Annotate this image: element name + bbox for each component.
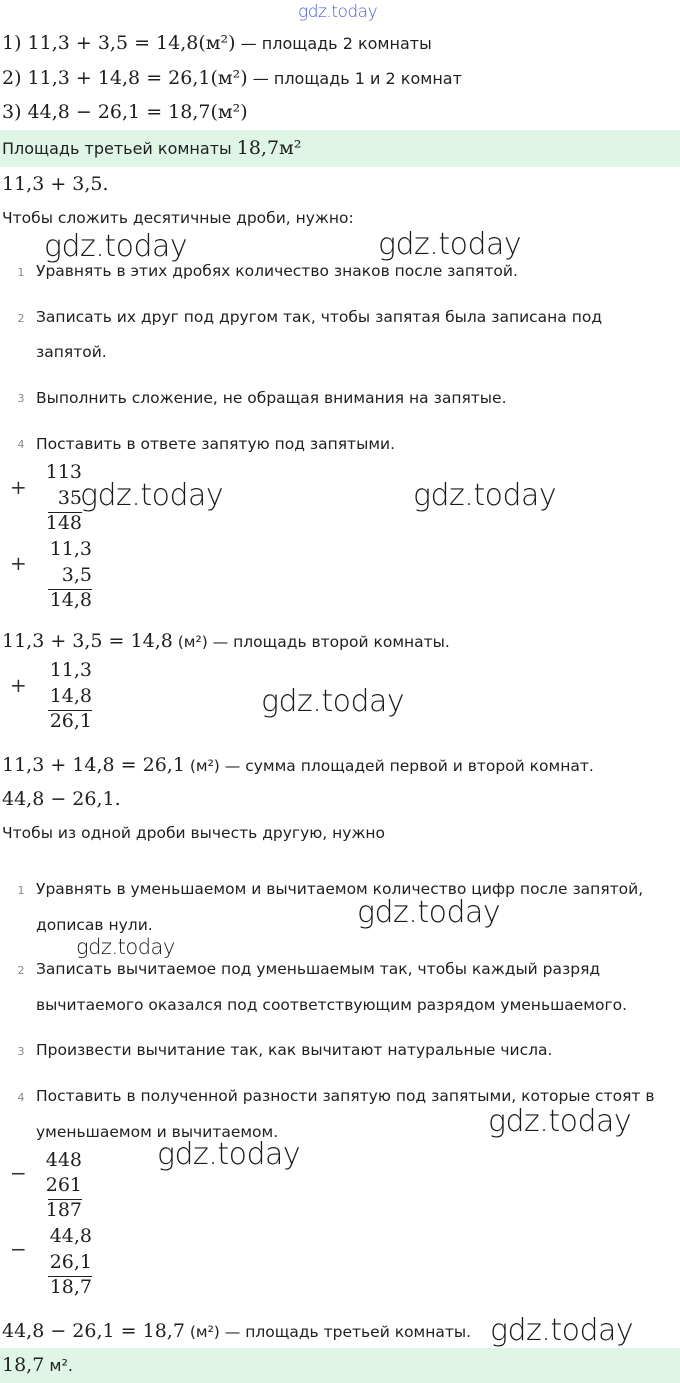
- subtraction-result-expr: 44,8 − 26,1 = 18,7: [2, 1320, 185, 1342]
- solution-line-3: [2, 101, 248, 123]
- solution-line-2: [2, 67, 462, 89]
- column-result: 26,1: [49, 710, 92, 732]
- watermark-4: gdz.today: [413, 478, 557, 513]
- addition-step-4-text: Поставить в ответе запятую под запятыми.: [36, 435, 396, 453]
- final-answer-unit: м².: [44, 1356, 73, 1375]
- solution-line-1-text: — площадь 2 комнаты: [235, 34, 432, 53]
- addition-step-3-number: 3: [17, 392, 25, 405]
- subtraction-step-3-text: Произвести вычитание так, как вычитают натуральные числа.: [36, 1041, 553, 1059]
- final-answer-value: 18,7: [2, 1354, 45, 1376]
- addition-result-1-text: (м²) — площадь второй комнаты.: [172, 633, 450, 651]
- addition-step-1-number: 1: [17, 266, 25, 279]
- solution-line-1-expr: 1) 11,3 + 3,5 = 14,8(м²): [2, 32, 236, 54]
- subtraction-step-2-text-b: вычитаемого оказался под соответствующим разрядом уменьшаемого.: [36, 996, 628, 1014]
- subtraction-expression: 44,8 − 26,1.: [2, 788, 121, 810]
- addition-step-1-text: Уравнять в этих дробях количество знаков после запятой.: [36, 262, 518, 280]
- addition-step-2-text-b: запятой.: [36, 343, 107, 361]
- column-result: 148: [45, 512, 82, 534]
- final-answer: [2, 1354, 73, 1376]
- watermark-9: gdz.today: [157, 1137, 301, 1172]
- subtraction-step-3-number: 3: [17, 1045, 25, 1058]
- column-result: 187: [45, 1199, 82, 1221]
- watermark-10: gdz.today: [490, 1313, 634, 1348]
- subtraction-result: [2, 1320, 471, 1342]
- subtraction-step-2-number: 2: [17, 964, 25, 977]
- addition-step-3-text: Выполнить сложение, не обращая внимания на запятые.: [36, 389, 507, 407]
- addition-result-2-text: (м²) — сумма площадей первой и второй комнат.: [184, 757, 594, 775]
- subtraction-step-4-number: 4: [17, 1091, 25, 1104]
- addition-step-4-number: 4: [17, 438, 25, 451]
- addition-expression: 11,3 + 3,5.: [2, 173, 109, 195]
- solution-line-2-expr: 2) 11,3 + 14,8 = 26,1(м²): [2, 67, 248, 89]
- plus-sign: +: [10, 475, 27, 499]
- addition-result-2-expr: 11,3 + 14,8 = 26,1: [2, 754, 185, 776]
- watermark-2: gdz.today: [378, 227, 522, 262]
- watermark-1: gdz.today: [44, 229, 188, 264]
- watermark-6: gdz.today: [357, 895, 501, 930]
- addition-step-2-number: 2: [17, 312, 25, 325]
- column-operand-a: 113: [45, 461, 82, 483]
- addition-step-2-text-a: Записать их друг под другом так, чтобы запятая была записана под: [36, 308, 603, 326]
- addition-result-2: [2, 754, 594, 776]
- plus-sign: +: [10, 551, 27, 575]
- solution-line-3-expr: 3) 44,8 − 26,1 = 18,7(м²): [2, 101, 248, 123]
- addition-intro: Чтобы сложить десятичные дроби, нужно:: [2, 209, 354, 227]
- column-operand-a: 44,8: [49, 1225, 92, 1247]
- solution-line-2-text: — площадь 1 и 2 комнат: [247, 69, 462, 88]
- addition-result-1-expr: 11,3 + 3,5 = 14,8: [2, 630, 173, 652]
- column-operand-b: 261: [45, 1174, 82, 1196]
- column-operand-a: 448: [45, 1149, 82, 1171]
- watermark-3: gdz.today: [80, 478, 224, 513]
- watermark-top: gdz.today: [298, 2, 378, 22]
- minus-sign: −: [10, 1161, 27, 1185]
- watermark-7: gdz.today: [76, 935, 175, 959]
- watermark-5: gdz.today: [261, 684, 405, 719]
- plus-sign: +: [10, 673, 27, 697]
- column-operand-b: 26,1: [49, 1251, 92, 1273]
- answer-line: [2, 137, 301, 159]
- subtraction-step-2-text-a: Записать вычитаемое под уменьшаемым так, чтобы каждый разряд: [36, 960, 601, 978]
- solution-line-1: [2, 32, 432, 54]
- watermark-8: gdz.today: [488, 1104, 632, 1139]
- final-answer-highlight: [0, 1348, 680, 1383]
- subtraction-step-1-number: 1: [17, 884, 25, 897]
- column-operand-b: 14,8: [49, 685, 92, 707]
- subtraction-result-text: (м²) — площадь третьей комнаты.: [184, 1323, 472, 1341]
- subtraction-intro: Чтобы из одной дроби вычесть другую, нужно: [2, 824, 386, 842]
- answer-value: 18,7м²: [236, 137, 302, 159]
- column-operand-b: 3,5: [61, 564, 92, 586]
- answer-text: Площадь третьей комнаты: [2, 139, 237, 158]
- column-operand-a: 11,3: [49, 659, 92, 681]
- column-result: 18,7: [49, 1276, 92, 1298]
- addition-result-1: [2, 630, 450, 652]
- subtraction-step-4-text-b: уменьшаемом и вычитаемом.: [36, 1123, 279, 1141]
- column-operand-a: 11,3: [49, 538, 92, 560]
- minus-sign: −: [10, 1237, 27, 1261]
- column-result: 14,8: [49, 589, 92, 611]
- subtraction-step-1-text-b: дописав нули.: [36, 916, 153, 934]
- column-operand-b: 35: [57, 487, 82, 509]
- subtraction-step-1-text-a: Уравнять в уменьшаемом и вычитаемом количество цифр после запятой,: [36, 880, 644, 898]
- subtraction-step-4-text-a: Поставить в полученной разности запятую под запятыми, которые стоят в: [36, 1087, 655, 1105]
